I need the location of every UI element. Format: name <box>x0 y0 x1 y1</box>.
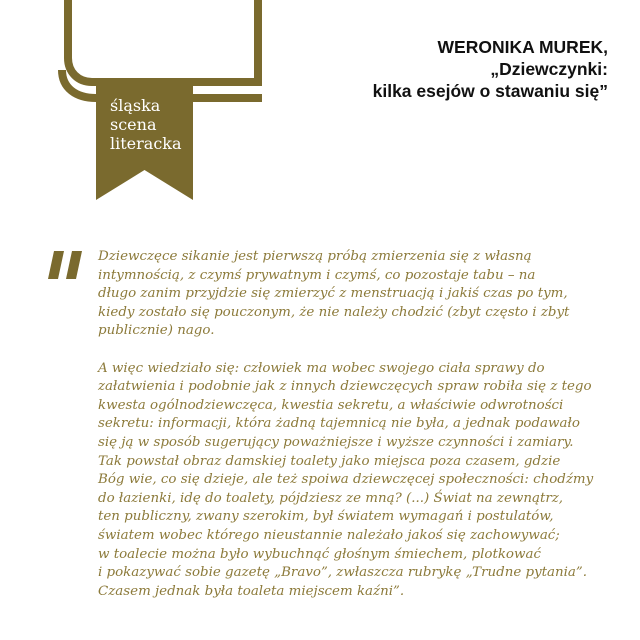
quote-line: Dziewczęce sikanie jest pierwszą próbą zmierzenia się z własną <box>98 249 532 264</box>
quote-line: światem wobec którego nieustannie należało jakoś się zachowywać; <box>98 527 560 543</box>
book-title-block <box>373 36 608 102</box>
quote-paragraph-1 <box>98 248 618 341</box>
quote-text <box>98 248 618 601</box>
quote-line: intymnością, z czymś prywatnym i czymś, co pozostaje tabu – na <box>98 267 536 283</box>
quote-line: długo zanim przyjdzie się zmierzyć z menstruacją i jakiś czas po tym, <box>98 286 568 302</box>
author-name: WERONIKA MUREK, <box>437 37 608 57</box>
quote-line: kwesta ogólnodziewczęca, kwestia sekretu, a właściwie odwrotności <box>98 397 564 413</box>
quote-paragraph-2 <box>98 360 618 602</box>
slaska-scena-literacka-logo <box>0 0 270 210</box>
book-title-line2: kilka esejów o stawaniu się” <box>372 81 608 101</box>
quote-line: Bóg wie, co się dzieje, ale też spoiwa dziewczęcej społeczności: chodźmy <box>98 472 594 488</box>
quote-line: załatwienia i podobnie jak z innych dziewczęcych spraw robiła się z tego <box>98 379 592 395</box>
quote-line: kiedy zostało się pouczonym, że nie należy chodzić (zbyt często i zbyt <box>98 304 570 320</box>
quote-line: ten publiczny, zwany szerokim, był światem wymagań i postulatów, <box>98 509 554 525</box>
quotation-mark-icon <box>48 251 84 284</box>
book-title-line1: „Dziewczynki: <box>490 59 608 79</box>
quote-line: A więc wiedziało się: człowiek ma wobec swojego ciała sprawy do <box>98 360 545 376</box>
quote-line: w toalecie można było wybuchnąć głośnym śmiechem, plotkować <box>98 546 541 562</box>
quote-line: do łazienki, idę do toalety, pójdziesz ze mną? (...) Świat na zewnątrz, <box>98 490 564 506</box>
quote-line: i pokazywać sobie gazetę „Bravo”, zwłaszcza rubrykę „Trudne pytania”. <box>98 565 588 581</box>
logo-text <box>110 96 200 153</box>
quote-line: się ją w sposób sugerujący poważniejsze i wyższe czynności i zamiary. <box>98 434 574 450</box>
logo-line: scena <box>110 115 157 134</box>
quote-line: Czasem jednak była toaleta miejscem kaźni”. <box>98 583 405 599</box>
paragraph-gap <box>98 341 618 360</box>
quote-line: sekretu: informacji, która żadną tajemnicą nie była, a jednak podawało <box>98 416 580 432</box>
logo-line: śląska <box>110 96 161 115</box>
quote-line: publicznie) nago. <box>98 323 215 339</box>
logo-line: literacka <box>110 134 182 153</box>
quote-line: Tak powstał obraz damskiej toalety jako miejsca poza czasem, gdzie <box>98 453 561 469</box>
